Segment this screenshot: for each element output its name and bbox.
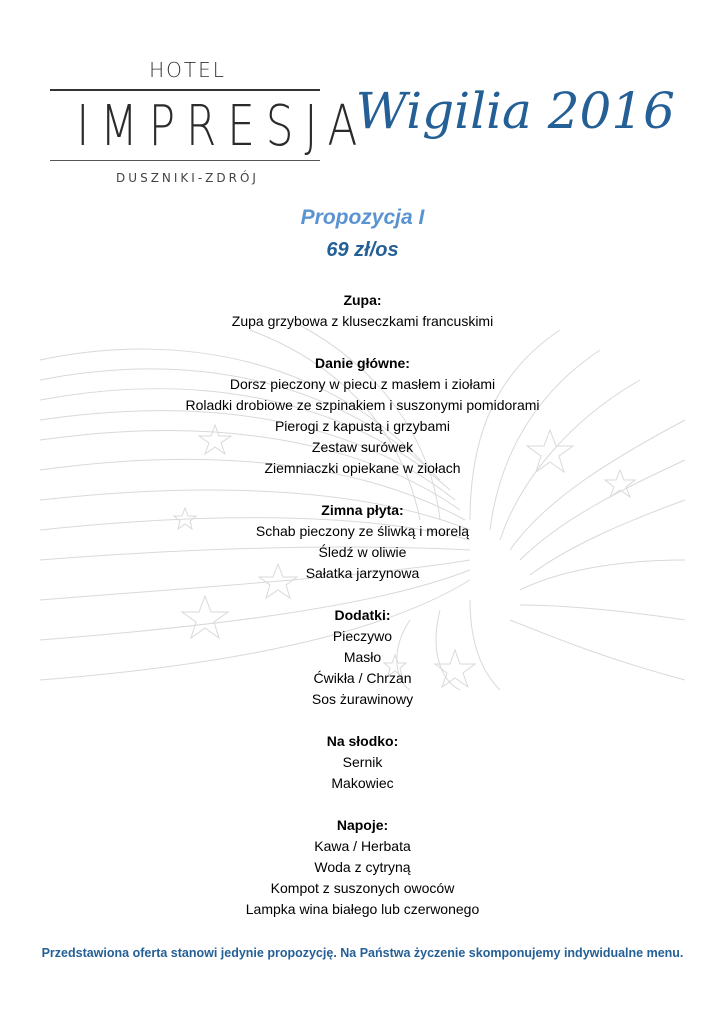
- menu-item: Sos żurawinowy: [311, 691, 414, 707]
- menu-item: Schab pieczony ze śliwką i morelą: [255, 523, 470, 539]
- menu-section-desserts: [0, 731, 725, 794]
- hotel-logo: [45, 55, 369, 195]
- section-title: Na słodko:: [326, 733, 399, 749]
- menu-item: Roladki drobiowe ze szpinakiem i suszonymi pomidorami: [185, 397, 540, 413]
- section-title: Napoje:: [336, 817, 389, 833]
- menu-section-cold-plate: [0, 500, 725, 584]
- menu-list: [0, 290, 725, 941]
- section-title: Zimna płyta:: [321, 502, 404, 518]
- menu-section-main-course: [0, 353, 725, 479]
- proposal-title: Propozycja I: [300, 206, 425, 229]
- menu-item: Makowiec: [331, 775, 394, 791]
- price-per-person: 69 zł/os: [326, 239, 399, 261]
- section-title: Danie główne:: [315, 355, 410, 371]
- logo-hotel-name: IMPRESJA: [76, 94, 369, 159]
- menu-section-sides: [0, 605, 725, 710]
- menu-item: Ziemniaczki opiekane w ziołach: [264, 460, 461, 476]
- footer-note: Przedstawiona oferta stanowi jedynie propozycję. Na Państwa życzenie skomponujemy indywidualne menu.: [41, 946, 684, 960]
- menu-section-drinks: [0, 815, 725, 920]
- menu-item: Masło: [343, 649, 382, 665]
- logo-town: DUSZNIKI-ZDRÓJ: [116, 171, 259, 185]
- menu-item: Zupa grzybowa z kluseczkami francuskimi: [231, 313, 494, 329]
- menu-heading: [0, 203, 725, 267]
- menu-item: Lampka wina białego lub czerwonego: [245, 901, 480, 917]
- menu-item: Kawa / Herbata: [314, 838, 411, 854]
- logo-divider-top: [50, 89, 320, 91]
- menu-item: Pieczywo: [332, 628, 393, 644]
- logo-divider-bottom: [50, 160, 320, 161]
- menu-section-soup: [0, 290, 725, 332]
- menu-item: Dorsz pieczony w piecu z masłem i ziołami: [229, 376, 496, 392]
- logo-hotel-text: HOTEL: [149, 58, 226, 82]
- menu-item: Woda z cytryną: [314, 859, 411, 875]
- event-title: Wigilia 2016: [355, 82, 675, 140]
- menu-item: Zestaw surówek: [311, 439, 414, 455]
- section-title: Zupa:: [343, 292, 382, 308]
- menu-item: Kompot z suszonych owoców: [270, 880, 455, 896]
- menu-item: Sernik: [342, 754, 383, 770]
- menu-item: Ćwikła / Chrzan: [313, 670, 412, 686]
- menu-item: Sałatka jarzynowa: [305, 565, 420, 581]
- section-title: Dodatki:: [334, 607, 391, 623]
- menu-item: Śledź w oliwie: [318, 544, 407, 560]
- menu-item: Pierogi z kapustą i grzybami: [274, 418, 451, 434]
